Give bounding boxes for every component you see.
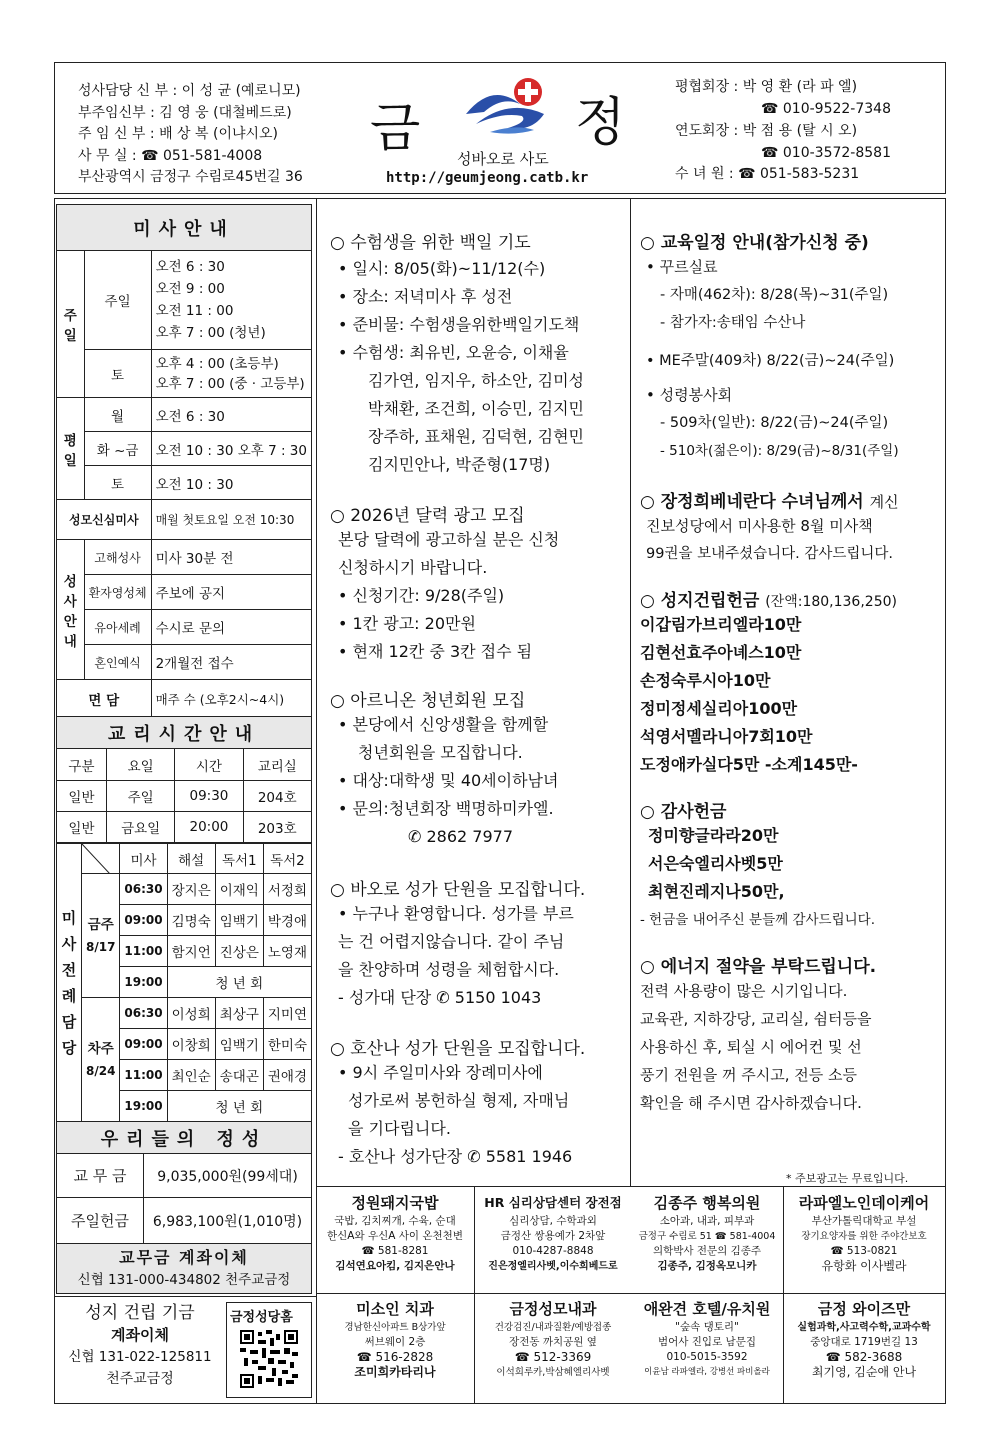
office-phone: 사 무 실 : ☎ 051-581-4008 [78,147,263,164]
duty-cell: 이성희 [167,998,215,1029]
duty-cell: 이창희 [167,1029,215,1060]
ad-line: 범어사 진입로 남문집 [658,1336,756,1348]
ad-line: 진은정엘리사벳,이수희베드로 [488,1261,618,1272]
education-line: - 참가자:송태임 수산나 [660,315,806,331]
mass-time: 오후 7 : 00 (청년) [155,325,266,341]
weekday-group: 평일 [57,398,85,500]
meeting-label: 면 담 [57,680,152,718]
ad-pet-hotel[interactable] [632,1298,782,1380]
doctrine-title: 교리시간안내 [57,717,312,749]
doctrine-cell: 주일 [106,781,174,812]
ad-line: 금정구 수림로 51 ☎ 581-4004 [638,1231,776,1242]
doctrine-cell: 일반 [57,781,107,812]
sacrament-name: 혼인예식 [84,645,151,680]
duty-cell: 임백기 [215,1029,263,1060]
energy-line: 사용하신 후, 퇴실 시 에어컨 및 선 [640,1038,862,1056]
duty-cell: 박경애 [263,905,311,936]
nun-line: 진보성당에서 미사용한 8월 미사책 [646,517,873,535]
ad-line: 중앙대로 1719번길 13 [810,1336,918,1348]
ad-line: 써브웨이 2층 [364,1336,426,1348]
diagonal-line [82,844,110,874]
sacrament-name: 고해성사 [84,540,151,575]
ad-dental[interactable] [318,1298,472,1380]
ad-line: ☎ 512-3369 [514,1350,592,1364]
duty-cell: 06:30 [120,874,167,905]
ad-line: ☎ 581-8281 [361,1245,429,1257]
meeting-value: 매주 수 (오후2시~4시) [151,680,311,718]
sacrament-name: 유아세례 [84,610,151,645]
marian-mass-time: 매월 첫토요일 오전 10:30 [151,500,311,540]
offering-table [56,1121,312,1294]
doctrine-header: 요일 [106,749,174,781]
doctrine-cell: 금요일 [106,812,174,843]
ad-title: 애완견 호텔/유치원 [643,1300,771,1318]
ad-daycare[interactable] [785,1192,943,1274]
ads-middle-border [316,1293,946,1294]
week-date: 8/24 [85,1063,116,1078]
council-line: ☎ 010-3572-8581 [761,144,891,161]
doctrine-cell: 203호 [243,812,311,843]
donor-line: 정미정세실리아100만 [640,699,798,718]
sacrament-name: 환자영성체 [84,575,151,610]
ad-line: 최기영, 김순애 안나 [811,1365,917,1379]
donor-line: 석영서멜라니아7회10만 [640,727,813,746]
council-info [675,77,891,186]
energy-title: ○ 에너지 절약을 부탁드립니다. [640,957,877,977]
education-line: • ME주말(409차) 8/22(금)~24(주일) [646,353,895,369]
prayer-line: 박채환, 조건희, 이승민, 김지민 [368,399,584,418]
duty-cell: 06:30 [120,998,167,1029]
hosanna-title: ○ 호산나 성가 단원을 모집합니다. [330,1039,586,1059]
ad-title: 금정성모내과 [509,1300,597,1318]
clergy-line: 부주임신부 : 김 영 웅 (대철베드로) [78,104,292,121]
fund-subtitle: 계좌이체 [111,1326,169,1344]
duty-cell: 19:00 [120,1091,167,1122]
mass-time: 오전 11 : 00 [155,303,234,319]
ad-pork-soup[interactable] [318,1192,472,1274]
clergy-line: 성사담당 신 부 : 이 성 균 (예로니모) [78,83,301,99]
doctrine-header: 시간 [175,749,243,781]
duty-header: 해설 [167,844,215,874]
fund-account: 신협 131-022-125811 [68,1349,212,1365]
ad-line: "숲속 댕토리" [675,1321,739,1333]
fund-title: 성지 건립 기금 [85,1303,195,1323]
calendar-ad-line: 본당 달력에 광고하실 분은 신청 [338,530,560,549]
thanks-line: - 헌금을 내어주신 분들께 감사드립니다. [640,912,875,928]
ad-title: 미소인 치과 [356,1300,434,1318]
donor-line: 김현선효주아녜스10만 [640,643,802,662]
week-date: 8/17 [85,939,116,954]
duty-cell: 09:00 [120,905,167,936]
week-label: 차주 [87,1040,114,1057]
offering-value: 9,035,000원(99세대) [144,1154,312,1198]
youth-line: 청년회원을 모집합니다. [358,743,523,762]
duty-cell: 이재익 [215,874,263,905]
ad-line: 금정산 쌍용예가 2차앞 [500,1230,606,1242]
ad-line: ☎ 582-3688 [825,1350,903,1364]
ad-line: 실험과학,사고력수학,교과수학 [797,1322,931,1333]
transfer-title: 교무금 계좌이체 [119,1247,249,1267]
sacrament-value: 2개월전 접수 [151,645,311,680]
monday-label: 월 [84,398,151,432]
education-line: • 꾸르실료 [646,258,718,276]
thanks-line: 최현진레지나50만, [648,882,785,901]
ad-note: * 주보광고는 무료입니다. [786,1172,909,1185]
ad-line: 이석희루카,박삼혜엘리사벳 [496,1367,610,1378]
building-offering-title: ○ 성지건립헌금 [640,591,760,611]
hosanna-line: 을 기다립니다. [348,1119,451,1138]
calendar-ad-line: • 현재 12칸 중 3칸 접수 됨 [338,642,533,661]
duty-cell: 장지은 [167,874,215,905]
doctrine-header: 교리실 [243,749,311,781]
hosanna-line: - 호산나 성가단장 ✆ 5581 1946 [338,1147,573,1166]
council-line: 연도회장 : 박 점 용 (탈 시 오) [675,123,858,139]
paul-choir-line: - 성가대 단장 ✆ 5150 1043 [338,988,542,1007]
thanks-title: ○ 감사헌금 [640,802,727,822]
sacrament-group: 성사안내 [57,540,85,680]
prayer-line: • 일시: 8/05(화)~11/12(수) [338,259,546,278]
duty-cell: 진상은 [215,936,263,967]
marian-mass-label: 성모신심미사 [57,500,152,540]
education-title: ○ 교육일정 안내(참가신청 중) [640,233,869,253]
middle-column [330,228,626,1171]
duty-cell: 09:00 [120,1029,167,1060]
ad-line: 의학박사 전문의 김종주 [652,1245,762,1257]
calendar-ad-title: ○ 2026년 달력 광고 모집 [330,506,525,526]
ad-line: 010-5015-3592 [666,1351,748,1363]
tue-fri-label: 화 ~금 [84,432,151,466]
ad-line: 한신A와 우신A 사이 온천천변 [327,1230,463,1242]
nun-line: 99권을 보내주셨습니다. 감사드립니다. [646,546,893,562]
ad-title: 정원돼지국밥 [351,1194,439,1212]
mass-time: 오전 6 : 30 [155,259,225,275]
sunday-label: 주일 [84,251,151,350]
weekday-sat-time: 오전 10 : 30 [151,466,311,500]
youth-line: • 본당에서 신앙생활을 함께할 [338,715,549,734]
duty-header: 미사 [120,844,167,874]
ads-top-border [316,1186,946,1187]
sacrament-value: 주보에 공지 [151,575,311,610]
duty-cell: 청 년 회 [167,1091,311,1122]
ad-line: 건강검진/내과질환/예방접종 [494,1322,612,1333]
calendar-ad-line: • 신청기간: 9/28(주일) [338,586,505,605]
thanks-line: 정미향글라라20만 [648,826,779,845]
offering-label: 교 무 금 [57,1154,144,1198]
ad-title: 라파엘노인데이케어 [798,1194,930,1212]
transfer-account: 신협 131-000-434802 천주교금정 [77,1271,291,1288]
ad-wiseman[interactable] [785,1298,943,1380]
doctrine-table [56,716,312,843]
offering-value: 6,983,100원(1,010명) [144,1198,312,1244]
calendar-ad-line: 신청하시기 바랍니다. [338,558,488,577]
fund-holder: 천주교금정 [106,1371,174,1387]
duty-cell: 함지언 [167,936,215,967]
ad-line: 010-4287-8848 [512,1245,594,1257]
ad-line: 유항화 이사벨라 [821,1259,907,1273]
ad-line: 장전동 까치공원 옆 [509,1336,597,1348]
ad-title: HR 심리상담센터 장전점 [484,1195,622,1210]
column-divider [630,198,631,1186]
building-fund-box [58,1302,222,1390]
prayer-line: 김가연, 임지우, 하소안, 김미성 [368,371,584,390]
divider [54,1296,316,1297]
paul-choir-line: • 누구나 환영합니다. 성가를 부르 [338,904,574,923]
duty-cell: 한미숙 [263,1029,311,1060]
parish-logo [462,74,560,138]
duty-cell: 최상구 [215,998,263,1029]
youth-title: ○ 아르니온 청년회원 모집 [330,691,526,711]
ad-title: 금정 와이즈만 [817,1300,911,1318]
duty-cell: 권애경 [263,1060,311,1091]
donor-line: 이갑림가브리엘라10만 [640,615,802,634]
nun-title: ○ 장정희베네란다 수녀님께서 [640,492,864,512]
doctrine-cell: 일반 [57,812,107,843]
duty-cell: 송대곤 [215,1060,263,1091]
ad-line: 이윤남 라파엘라, 강병선 파비올라 [644,1367,770,1377]
mass-time: 오후 4 : 00 (초등부) [155,355,279,372]
monday-time: 오전 6 : 30 [151,398,311,432]
ad-line: 부산가톨릭대학교 부설 [811,1215,917,1227]
address: 부산광역시 금정구 수림로45번길 36 [78,169,303,185]
duty-cell: 노영재 [263,936,311,967]
mass-table [56,204,312,718]
paul-choir-title: ○ 바오로 성가 단원을 모집합니다. [330,880,586,900]
ad-line: 장기요양자를 위한 주야간보호 [801,1231,927,1242]
council-line: 평협회장 : 박 영 환 (라 파 엘) [675,79,858,95]
energy-line: 확인을 해 주시면 감사하겠습니다. [640,1094,862,1112]
energy-line: 풍기 전원을 꺼 주시고, 전등 소등 [640,1066,857,1084]
ad-line: 김종주, 김정옥모니카 [657,1260,757,1272]
ad-line: 심리상담, 수학과외 [509,1215,597,1227]
duty-cell: 11:00 [120,1060,167,1091]
duty-cell: 11:00 [120,936,167,967]
energy-line: 교육관, 지하강당, 교리실, 쉼터등을 [640,1010,872,1028]
clergy-info [78,81,303,189]
duty-cell: 김명숙 [167,905,215,936]
duty-cell: 청 년 회 [167,967,311,998]
fund-title-row [640,586,942,611]
sunday-group: 주일 [57,251,85,398]
duty-cell: 지미연 [263,998,311,1029]
qr-code-icon[interactable] [240,1330,298,1388]
hosanna-line: 성가로써 봉헌하실 형제, 자매님 [348,1091,570,1110]
education-line: - 510차(젊은이): 8/29(금)~8/31(주일) [660,443,899,459]
nun-title-row [640,487,942,512]
qr-title: 금정성당홈 [230,1310,293,1325]
right-column [640,228,942,1117]
ad-line: 경남한신아파트 B상가앞 [344,1322,446,1333]
duty-header: 독서2 [263,844,311,874]
column-divider [316,198,317,1404]
tue-fri-time: 오전 10 : 30 오후 7 : 30 [151,432,311,466]
doctrine-header: 구분 [57,749,107,781]
doctrine-cell: 09:30 [175,781,243,812]
council-line: 수 녀 원 : ☎ 051-583-5231 [675,166,860,182]
ad-line: 소아과, 내과, 피부과 [659,1215,755,1227]
building-offering-balance: (잔액:180,136,250) [765,594,897,610]
sacrament-value: 수시로 문의 [151,610,311,645]
youth-line: ✆ 2862 7977 [408,827,514,846]
education-line: • 성령봉사회 [646,386,733,404]
duty-cell: 서정희 [263,874,311,905]
ads-divider [783,1186,784,1404]
thanks-line: 서은숙엘리사벳5만 [648,854,783,873]
hosanna-line: • 9시 주일미사와 장례미사에 [338,1063,543,1082]
ad-title: 김종주 행복의원 [653,1194,761,1212]
calendar-ad-line: • 1칸 광고: 20만원 [338,614,476,633]
mass-time: 오전 9 : 00 [155,281,225,297]
energy-line: 전력 사용량이 많은 시기입니다. [640,982,848,1000]
nun-title-tail: 계신 [869,493,899,511]
offering-title: 우리들의 정성 [57,1122,312,1154]
prayer-line: • 수험생: 최유빈, 오윤승, 이채율 [338,343,569,362]
youth-line: • 문의:청년회장 백명하미카엘. [338,799,554,818]
sacrament-value: 미사 30분 전 [151,540,311,575]
duty-header: 독서1 [215,844,263,874]
ad-clinic[interactable] [632,1192,782,1274]
ad-line: 김석연요아킴, 김지은안나 [335,1260,455,1272]
subtitle: 성바오로 사도 [457,150,549,168]
paul-choir-line: 는 건 어렵지않습니다. 같이 주님 [338,932,565,951]
prayer-line: 장주하, 표채원, 김덕현, 김현민 [368,427,584,446]
clergy-line: 주 임 신 부 : 배 상 복 (이냐시오) [78,126,279,142]
title-char-left: 금 [370,99,421,159]
donor-line: 도정애카실다5만 -소계145만- [640,755,858,774]
prayer-line: • 장소: 저녁미사 후 성전 [338,287,513,306]
ad-counseling[interactable] [476,1192,630,1274]
prayer-title: ○ 수험생을 위한 백일 기도 [330,233,531,253]
ad-internal-medicine[interactable] [476,1298,630,1380]
education-line: - 자매(462차): 8/28(목)~31(주일) [660,287,889,303]
youth-line: • 대상:대학생 및 40세이하남녀 [338,771,559,790]
prayer-line: • 준비물: 수험생을위한백일기도책 [338,315,580,334]
offering-label: 주일헌금 [57,1198,144,1244]
week-label: 금주 [87,916,114,933]
ad-line: ☎ 513-0821 [830,1245,898,1257]
duty-cell: 임백기 [215,905,263,936]
duty-table [56,843,312,1122]
doctrine-cell: 204호 [243,781,311,812]
education-line: - 509차(일반): 8/22(금)~24(주일) [660,415,889,431]
mass-time: 오후 7 : 00 (중 · 고등부) [155,375,305,392]
title-char-right: 정 [575,93,626,153]
duty-cell: 19:00 [120,967,167,998]
saturday-label: 토 [84,350,151,398]
duty-group: 미사전례담당 [57,844,82,1122]
council-line: ☎ 010-9522-7348 [761,100,891,117]
mass-title: 미사안내 [57,205,312,251]
donor-line: 손정숙루시아10만 [640,671,771,690]
duty-cell: 최인순 [167,1060,215,1091]
paul-choir-line: 을 찬양하며 성령을 체험합시다. [338,960,560,979]
weekday-sat-label: 토 [84,466,151,500]
ad-line: 조미희카타리나 [354,1365,436,1379]
website-link[interactable]: http://geumjeong.catb.kr [386,170,589,186]
prayer-line: 김지민안나, 박준형(17명) [368,455,551,474]
doctrine-cell: 20:00 [175,812,243,843]
ads-divider [474,1186,475,1404]
ad-line: 국밥, 김치찌개, 수육, 순대 [334,1215,456,1227]
ad-line: ☎ 516-2828 [356,1350,434,1364]
